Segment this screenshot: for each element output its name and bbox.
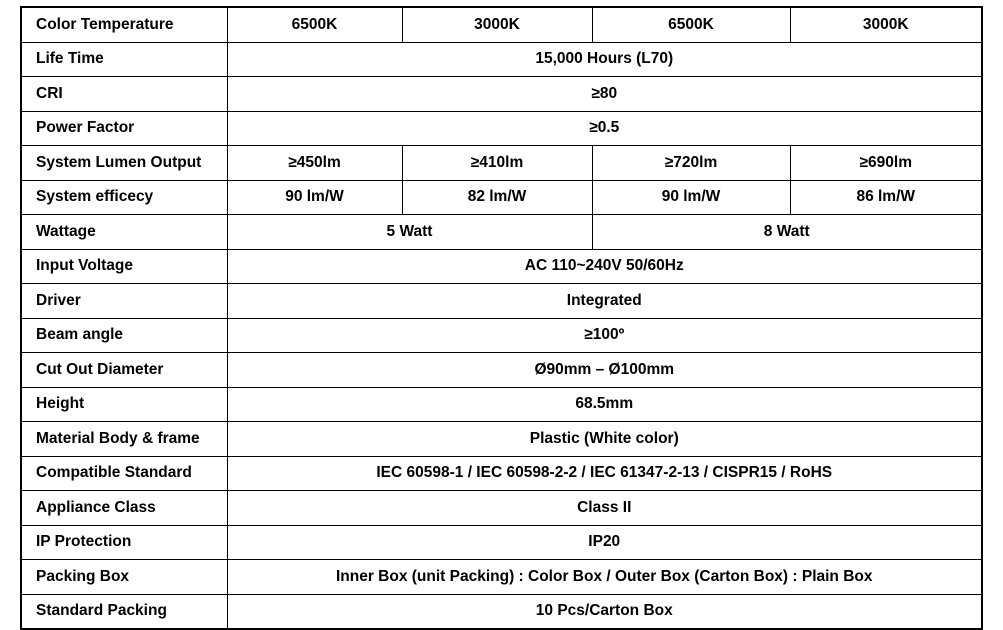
beam-angle-label: Beam angle <box>21 318 227 353</box>
driver-label: Driver <box>21 284 227 319</box>
driver-value: Integrated <box>227 284 982 319</box>
row-system-lumen-output <box>21 146 982 181</box>
packing-box-value: Inner Box (unit Packing) : Color Box / Outer Box (Carton Box) : Plain Box <box>227 560 982 595</box>
system-lumen-output-value-4: ≥690lm <box>790 146 982 181</box>
row-power-factor <box>21 111 982 146</box>
row-material <box>21 422 982 457</box>
cut-out-diameter-label: Cut Out Diameter <box>21 353 227 388</box>
row-packing-box <box>21 560 982 595</box>
appliance-class-label: Appliance Class <box>21 491 227 526</box>
input-voltage-label: Input Voltage <box>21 249 227 284</box>
row-wattage <box>21 215 982 250</box>
life-time-value: 15,000 Hours (L70) <box>227 42 982 77</box>
row-system-efficacy <box>21 180 982 215</box>
cut-out-diameter-value: Ø90mm – Ø100mm <box>227 353 982 388</box>
wattage-label: Wattage <box>21 215 227 250</box>
system-efficacy-value-4: 86 lm/W <box>790 180 982 215</box>
height-label: Height <box>21 387 227 422</box>
spec-table <box>20 6 983 630</box>
row-compatible-standard <box>21 456 982 491</box>
system-efficacy-value-2: 82 lm/W <box>402 180 592 215</box>
material-value: Plastic (White color) <box>227 422 982 457</box>
beam-angle-value: ≥100º <box>227 318 982 353</box>
power-factor-value: ≥0.5 <box>227 111 982 146</box>
standard-packing-value: 10 Pcs/Carton Box <box>227 594 982 629</box>
system-lumen-output-value-2: ≥410lm <box>402 146 592 181</box>
life-time-label: Life Time <box>21 42 227 77</box>
color-temperature-label: Color Temperature <box>21 7 227 42</box>
row-color-temperature <box>21 7 982 42</box>
color-temperature-value-4: 3000K <box>790 7 982 42</box>
cri-label: CRI <box>21 77 227 112</box>
row-life-time <box>21 42 982 77</box>
system-efficacy-value-3: 90 lm/W <box>592 180 790 215</box>
row-beam-angle <box>21 318 982 353</box>
system-lumen-output-value-3: ≥720lm <box>592 146 790 181</box>
compatible-standard-value: IEC 60598-1 / IEC 60598-2-2 / IEC 61347-2-13 / CISPR15 / RoHS <box>227 456 982 491</box>
ip-protection-value: IP20 <box>227 525 982 560</box>
row-input-voltage <box>21 249 982 284</box>
cri-value: ≥80 <box>227 77 982 112</box>
input-voltage-value: AC 110~240V 50/60Hz <box>227 249 982 284</box>
appliance-class-value: Class II <box>227 491 982 526</box>
row-height <box>21 387 982 422</box>
standard-packing-label: Standard Packing <box>21 594 227 629</box>
system-lumen-output-value-1: ≥450lm <box>227 146 402 181</box>
system-efficacy-label: System efficecy <box>21 180 227 215</box>
row-cut-out-diameter <box>21 353 982 388</box>
color-temperature-value-2: 3000K <box>402 7 592 42</box>
row-standard-packing <box>21 594 982 629</box>
color-temperature-value-1: 6500K <box>227 7 402 42</box>
wattage-value-1: 5 Watt <box>227 215 592 250</box>
row-appliance-class <box>21 491 982 526</box>
row-cri <box>21 77 982 112</box>
system-lumen-output-label: System Lumen Output <box>21 146 227 181</box>
row-driver <box>21 284 982 319</box>
compatible-standard-label: Compatible Standard <box>21 456 227 491</box>
packing-box-label: Packing Box <box>21 560 227 595</box>
system-efficacy-value-1: 90 lm/W <box>227 180 402 215</box>
row-ip-protection <box>21 525 982 560</box>
power-factor-label: Power Factor <box>21 111 227 146</box>
material-label: Material Body & frame <box>21 422 227 457</box>
ip-protection-label: IP Protection <box>21 525 227 560</box>
color-temperature-value-3: 6500K <box>592 7 790 42</box>
height-value: 68.5mm <box>227 387 982 422</box>
wattage-value-2: 8 Watt <box>592 215 982 250</box>
